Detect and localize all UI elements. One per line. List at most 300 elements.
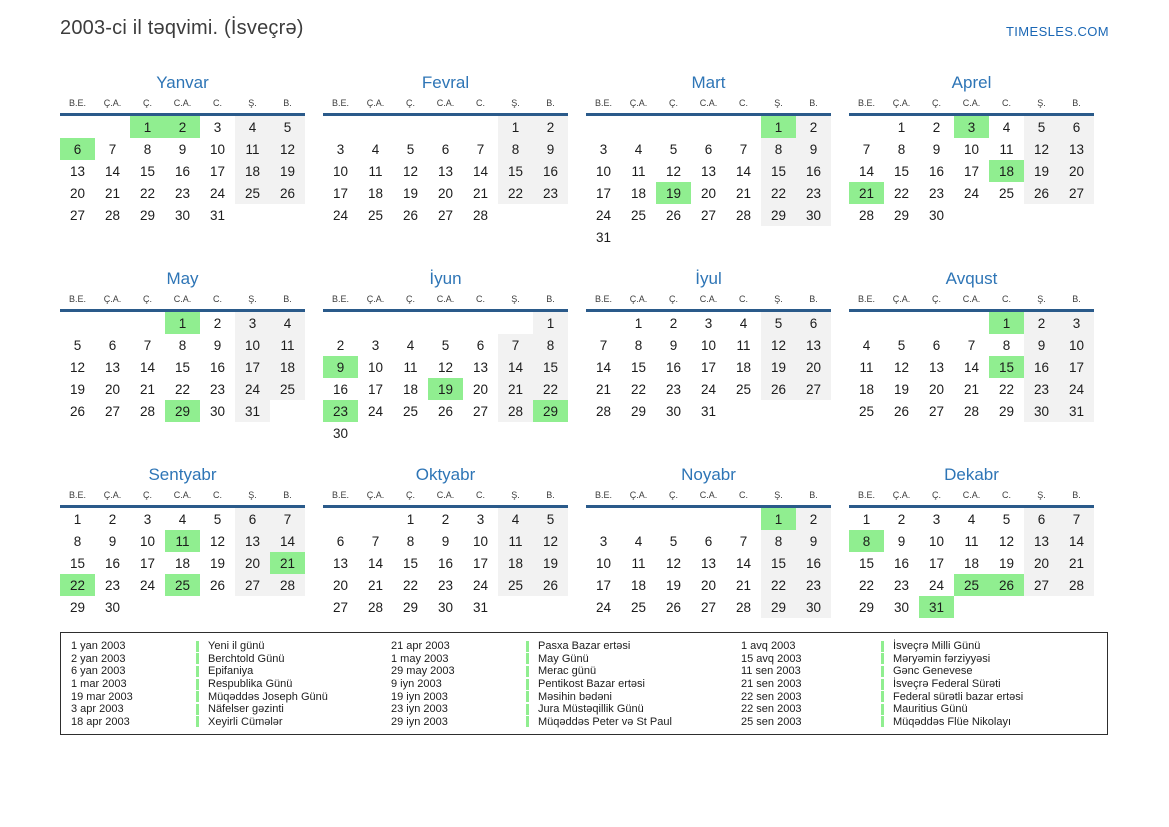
holiday-marker — [881, 704, 884, 715]
weekday-header: Ç.A. — [621, 98, 656, 115]
calendar-empty-cell — [323, 507, 358, 531]
calendar-day: 16 — [104, 555, 121, 571]
weekday-header: B. — [1059, 490, 1094, 507]
legend-date: 1 yan 2003 — [71, 640, 126, 653]
calendar-day: 30 — [437, 599, 454, 615]
calendar-day: 17 — [332, 185, 349, 201]
weekday-header: Ç. — [393, 294, 428, 311]
month-table — [849, 294, 1094, 422]
calendar-day: 23 — [437, 577, 454, 593]
calendar-day: 18 — [630, 577, 647, 593]
legend-holiday-name: Məryəmin fərziyyəsi — [893, 652, 991, 665]
calendar-day: 29 — [533, 400, 568, 422]
calendar-day: 19 — [656, 182, 691, 204]
weekday-header: B. — [1059, 294, 1094, 311]
weekday-header: C.A. — [691, 294, 726, 311]
calendar-day: 17 — [209, 163, 226, 179]
legend-date: 18 apr 2003 — [71, 715, 130, 728]
calendar-day: 24 — [367, 403, 384, 419]
calendar-day: 10 — [595, 555, 612, 571]
calendar-day: 25 — [630, 599, 647, 615]
calendar-day: 18 — [402, 381, 419, 397]
legend-date: 9 iyn 2003 — [391, 678, 442, 691]
calendar-day: 11 — [631, 163, 646, 179]
calendar-day: 14 — [104, 163, 121, 179]
weekday-header: Ş. — [761, 490, 796, 507]
weekday-header: Ç.A. — [621, 294, 656, 311]
weekday-header: B. — [796, 294, 831, 311]
calendar-day: 19 — [209, 555, 226, 571]
weekday-header: Ç. — [656, 98, 691, 115]
weekday-header: Ş. — [761, 294, 796, 311]
calendar-day: 24 — [1059, 378, 1094, 400]
month-title: Aprel — [951, 73, 992, 92]
calendar-day: 18 — [630, 185, 647, 201]
calendar-day: 11 — [403, 359, 418, 375]
calendar-day: 3 — [371, 337, 380, 353]
calendar-day: 25 — [630, 207, 647, 223]
calendar-day: 2 — [669, 315, 678, 331]
weekday-header: C.A. — [165, 490, 200, 507]
legend-box — [60, 632, 1108, 735]
calendar-day: 29 — [998, 403, 1015, 419]
calendar-day: 5 — [1024, 115, 1059, 139]
calendar-empty-cell — [358, 115, 393, 139]
month-table — [849, 98, 1094, 226]
calendar-day: 30 — [796, 596, 831, 618]
legend-item — [71, 665, 391, 678]
calendar-empty-cell — [849, 115, 884, 139]
calendar-day: 12 — [270, 138, 305, 160]
calendar-day: 29 — [630, 403, 647, 419]
holiday-marker — [881, 716, 884, 727]
weekday-header: Ç. — [919, 490, 954, 507]
calendar-empty-cell — [586, 311, 621, 335]
calendar-day: 9 — [1024, 334, 1059, 356]
calendar-day: 10 — [472, 533, 489, 549]
calendar-day: 12 — [69, 359, 86, 375]
month-dekabr — [849, 464, 1094, 648]
calendar-day: 21 — [139, 381, 156, 397]
calendar-empty-cell — [428, 115, 463, 139]
calendar-day: 18 — [735, 359, 752, 375]
weekday-header: C. — [463, 294, 498, 311]
calendar-day: 30 — [209, 403, 226, 419]
calendar-day: 10 — [332, 163, 349, 179]
calendar-day: 19 — [761, 356, 796, 378]
weekday-header: B. — [270, 98, 305, 115]
calendar-day: 9 — [669, 337, 678, 353]
calendar-day: 27 — [1024, 574, 1059, 596]
calendar-empty-cell — [761, 400, 796, 422]
weekday-header: B. — [796, 98, 831, 115]
calendar-day: 10 — [963, 141, 980, 157]
calendar-day: 13 — [700, 555, 717, 571]
calendar-day: 16 — [533, 160, 568, 182]
weekday-header: Ç. — [393, 490, 428, 507]
calendar-day: 12 — [533, 530, 568, 552]
weekday-header: C.A. — [428, 98, 463, 115]
calendar-day: 12 — [209, 533, 226, 549]
calendar-day: 4 — [1002, 119, 1011, 135]
calendar-empty-cell — [656, 115, 691, 139]
calendar-day: 21 — [367, 577, 384, 593]
calendar-day: 17 — [367, 381, 384, 397]
calendar-empty-cell — [656, 226, 691, 248]
calendar-empty-cell — [200, 596, 235, 618]
calendar-day: 2 — [796, 507, 831, 531]
calendar-day: 13 — [1059, 138, 1094, 160]
weekday-header: B. — [533, 490, 568, 507]
weekday-header: Ç. — [919, 294, 954, 311]
calendar-day: 4 — [406, 337, 415, 353]
calendar-empty-cell — [130, 596, 165, 618]
calendar-day: 21 — [1059, 552, 1094, 574]
legend-item — [71, 640, 391, 653]
calendar-day: 3 — [954, 115, 989, 139]
calendar-day: 20 — [472, 381, 489, 397]
legend-item — [71, 690, 391, 703]
calendar-day: 31 — [1059, 400, 1094, 422]
calendar-day: 15 — [761, 160, 796, 182]
calendar-day: 25 — [367, 207, 384, 223]
holiday-marker — [196, 679, 199, 690]
calendar-day: 16 — [796, 552, 831, 574]
calendar-day: 21 — [472, 185, 489, 201]
month-title: Avqust — [945, 269, 998, 288]
calendar-day: 6 — [704, 533, 713, 549]
month-table — [586, 98, 831, 248]
legend-holiday-name: Müqəddəs Flüe Nikolayı — [893, 715, 1012, 728]
legend-item — [741, 640, 1107, 653]
calendar-day: 11 — [631, 555, 646, 571]
calendar-empty-cell — [463, 422, 498, 444]
calendar-day: 19 — [665, 577, 682, 593]
calendar-day: 11 — [964, 533, 979, 549]
legend-holiday-name: Gənc Genevese — [893, 665, 973, 678]
calendar-day: 1 — [761, 507, 796, 531]
calendar-day: 1 — [406, 511, 415, 527]
calendar-day: 22 — [630, 381, 647, 397]
month-fevral — [323, 72, 568, 256]
calendar-day: 22 — [761, 574, 796, 596]
calendar-day: 1 — [165, 311, 200, 335]
weekday-header: Ş. — [235, 490, 270, 507]
site-link[interactable]: TIMESLES.COM — [1005, 24, 1109, 39]
legend-date: 19 iyn 2003 — [391, 690, 448, 703]
calendar-day: 6 — [704, 141, 713, 157]
calendar-day: 27 — [235, 574, 270, 596]
legend-item — [391, 716, 741, 729]
holiday-marker — [196, 641, 199, 652]
calendar-day: 3 — [932, 511, 941, 527]
legend-item — [741, 716, 1107, 729]
calendar-day: 27 — [69, 207, 86, 223]
calendar-day: 18 — [367, 185, 384, 201]
holiday-marker — [526, 691, 529, 702]
calendar-day: 10 — [139, 533, 156, 549]
calendar-day: 10 — [700, 337, 717, 353]
calendar-day: 27 — [700, 207, 717, 223]
holiday-marker — [526, 653, 529, 664]
calendar-day: 20 — [928, 381, 945, 397]
calendar-day: 14 — [735, 555, 752, 571]
weekday-header: C.A. — [165, 294, 200, 311]
calendar-day: 6 — [476, 337, 485, 353]
calendar-day: 18 — [174, 555, 191, 571]
calendar-day: 10 — [595, 163, 612, 179]
weekday-header: Ç.A. — [884, 294, 919, 311]
calendar-day: 23 — [323, 400, 358, 422]
calendar-day: 28 — [1059, 574, 1094, 596]
calendar-empty-cell — [270, 204, 305, 226]
calendar-day: 13 — [700, 163, 717, 179]
legend-holiday-name: Mauritius Günü — [893, 703, 968, 716]
calendar-day: 2 — [213, 315, 222, 331]
calendar-day: 3 — [704, 315, 713, 331]
calendar-empty-cell — [1059, 596, 1094, 618]
calendar-day: 1 — [533, 311, 568, 335]
calendar-day: 13 — [235, 530, 270, 552]
weekday-header: Ç.A. — [358, 98, 393, 115]
calendar-empty-cell — [95, 311, 130, 335]
calendar-day: 30 — [796, 204, 831, 226]
month-title: Oktyabr — [415, 465, 476, 484]
calendar-day: 11 — [859, 359, 874, 375]
holiday-marker — [196, 716, 199, 727]
calendar-day: 25 — [402, 403, 419, 419]
calendar-day: 27 — [472, 403, 489, 419]
legend-item — [741, 678, 1107, 691]
calendar-day: 5 — [669, 533, 678, 549]
weekday-header: Ç. — [656, 294, 691, 311]
weekday-header: C. — [463, 98, 498, 115]
calendar-day: 10 — [1059, 334, 1094, 356]
calendar-day: 9 — [178, 141, 187, 157]
legend-item — [741, 703, 1107, 716]
holiday-marker — [196, 704, 199, 715]
calendar-day: 15 — [402, 555, 419, 571]
calendar-day: 20 — [1059, 160, 1094, 182]
month-title: Yanvar — [156, 73, 209, 92]
calendar-day: 26 — [665, 207, 682, 223]
calendar-day: 13 — [104, 359, 121, 375]
calendar-day: 11 — [736, 337, 751, 353]
legend-holiday-name: Federal sürətli bazar ertəsi — [893, 690, 1024, 703]
calendar-day: 28 — [104, 207, 121, 223]
calendar-day: 26 — [761, 378, 796, 400]
calendar-day: 30 — [665, 403, 682, 419]
calendar-day: 23 — [928, 185, 945, 201]
legend-date: 21 apr 2003 — [391, 640, 450, 653]
calendar-day: 2 — [932, 119, 941, 135]
month-table — [60, 490, 305, 618]
weekday-header: C. — [989, 490, 1024, 507]
calendar-day: 19 — [893, 381, 910, 397]
month-table — [849, 490, 1094, 618]
calendar-day: 4 — [967, 511, 976, 527]
legend-holiday-name: Xeyirli Cümələr — [208, 715, 283, 728]
calendar-day: 12 — [761, 334, 796, 356]
calendar-empty-cell — [358, 422, 393, 444]
calendar-day: 31 — [472, 599, 489, 615]
calendar-empty-cell — [270, 596, 305, 618]
calendar-day: 21 — [735, 577, 752, 593]
calendar-day: 29 — [761, 596, 796, 618]
month-title: Dekabr — [944, 465, 999, 484]
calendar-empty-cell — [463, 115, 498, 139]
legend-holiday-name: Jura Müstəqillik Günü — [538, 703, 644, 716]
legend-column — [391, 640, 741, 728]
calendar-empty-cell — [130, 311, 165, 335]
calendar-day: 26 — [989, 574, 1024, 596]
weekday-header: C. — [726, 294, 761, 311]
calendar-day: 27 — [796, 378, 831, 400]
weekday-header: C. — [200, 98, 235, 115]
weekday-header: B. — [533, 98, 568, 115]
calendar-empty-cell — [533, 596, 568, 618]
weekday-header: Ş. — [1024, 490, 1059, 507]
weekday-header: B.E. — [586, 490, 621, 507]
calendar-day: 6 — [932, 337, 941, 353]
legend-date: 19 mar 2003 — [71, 690, 133, 703]
calendar-day: 11 — [498, 530, 533, 552]
months-grid — [60, 72, 1103, 648]
weekday-header: Ç.A. — [95, 294, 130, 311]
legend-holiday-name: Pentikost Bazar ertəsi — [538, 678, 645, 691]
holiday-marker — [196, 691, 199, 702]
calendar-day: 6 — [1059, 115, 1094, 139]
weekday-header: C. — [726, 98, 761, 115]
calendar-day: 4 — [178, 511, 187, 527]
calendar-day: 22 — [998, 381, 1015, 397]
calendar-day: 21 — [963, 381, 980, 397]
calendar-day: 29 — [139, 207, 156, 223]
calendar-day: 7 — [108, 141, 117, 157]
weekday-header: Ç.A. — [358, 490, 393, 507]
page-title: 2003-ci il təqvimi. (İsveçrə) — [60, 17, 304, 39]
legend-date: 22 sen 2003 — [741, 703, 802, 716]
legend-item — [71, 703, 391, 716]
calendar-day: 29 — [893, 207, 910, 223]
calendar-day: 7 — [143, 337, 152, 353]
month-title: Sentyabr — [148, 465, 217, 484]
legend-holiday-name: Məsihin bədəni — [538, 690, 612, 703]
calendar-day: 7 — [476, 141, 485, 157]
calendar-day: 27 — [104, 403, 121, 419]
calendar-day: 8 — [761, 530, 796, 552]
calendar-day: 8 — [849, 530, 884, 552]
calendar-day: 13 — [332, 555, 349, 571]
weekday-header: C.A. — [691, 98, 726, 115]
legend-date: 1 may 2003 — [391, 652, 449, 665]
month-table — [323, 98, 568, 226]
legend-date: 2 yan 2003 — [71, 652, 126, 665]
calendar-day: 16 — [209, 359, 226, 375]
calendar-day: 25 — [235, 182, 270, 204]
calendar-day: 24 — [928, 577, 945, 593]
calendar-day: 26 — [402, 207, 419, 223]
weekday-header: Ç.A. — [358, 294, 393, 311]
calendar-day: 26 — [665, 599, 682, 615]
calendar-day: 8 — [406, 533, 415, 549]
calendar-day: 17 — [139, 555, 156, 571]
calendar-day: 11 — [368, 163, 383, 179]
calendar-day: 30 — [104, 599, 121, 615]
calendar-day: 13 — [1024, 530, 1059, 552]
calendar-day: 25 — [735, 381, 752, 397]
calendar-day: 14 — [367, 555, 384, 571]
calendar-day: 7 — [862, 141, 871, 157]
calendar-day: 17 — [700, 359, 717, 375]
calendar-day: 2 — [336, 337, 345, 353]
calendar-empty-cell — [586, 507, 621, 531]
calendar-day: 9 — [932, 141, 941, 157]
calendar-day: 15 — [139, 163, 156, 179]
calendar-day: 1 — [761, 115, 796, 139]
legend-holiday-name: Berchtold Günü — [208, 652, 285, 665]
calendar-day: 25 — [270, 378, 305, 400]
legend-date: 29 iyn 2003 — [391, 715, 448, 728]
calendar-day: 2 — [897, 511, 906, 527]
weekday-header: Ç.A. — [884, 98, 919, 115]
legend-item — [71, 716, 391, 729]
calendar-day: 16 — [174, 163, 191, 179]
calendar-day: 23 — [796, 182, 831, 204]
calendar-day: 18 — [235, 160, 270, 182]
legend-column — [741, 640, 1107, 728]
weekday-header: B. — [533, 294, 568, 311]
calendar-day: 20 — [700, 577, 717, 593]
legend-item — [391, 653, 741, 666]
calendar-day: 26 — [893, 403, 910, 419]
calendar-day: 23 — [533, 182, 568, 204]
month-aprel — [849, 72, 1094, 256]
calendar-day: 5 — [1002, 511, 1011, 527]
calendar-day: 18 — [858, 381, 875, 397]
calendar-day: 12 — [893, 359, 910, 375]
calendar-day: 13 — [928, 359, 945, 375]
calendar-day: 6 — [108, 337, 117, 353]
month-title: Mart — [691, 73, 726, 92]
calendar-day: 4 — [634, 533, 643, 549]
calendar-empty-cell — [95, 115, 130, 139]
calendar-day: 18 — [989, 160, 1024, 182]
calendar-day: 30 — [1024, 400, 1059, 422]
calendar-day: 29 — [402, 599, 419, 615]
calendar-day: 2 — [1024, 311, 1059, 335]
weekday-header: Ç.A. — [95, 490, 130, 507]
weekday-header: B.E. — [323, 98, 358, 115]
calendar-day: 19 — [402, 185, 419, 201]
calendar-day: 19 — [270, 160, 305, 182]
calendar-empty-cell — [358, 311, 393, 335]
calendar-day: 16 — [332, 381, 349, 397]
calendar-day: 28 — [367, 599, 384, 615]
calendar-day: 7 — [498, 334, 533, 356]
calendar-day: 7 — [599, 337, 608, 353]
weekday-header: C. — [989, 294, 1024, 311]
calendar-empty-cell — [463, 311, 498, 335]
calendar-day: 22 — [174, 381, 191, 397]
month-avqust — [849, 268, 1094, 452]
calendar-day: 29 — [165, 400, 200, 422]
calendar-day: 4 — [739, 315, 748, 331]
holiday-marker — [881, 679, 884, 690]
weekday-header: B.E. — [849, 490, 884, 507]
calendar-day: 20 — [700, 185, 717, 201]
month-table — [323, 490, 568, 618]
